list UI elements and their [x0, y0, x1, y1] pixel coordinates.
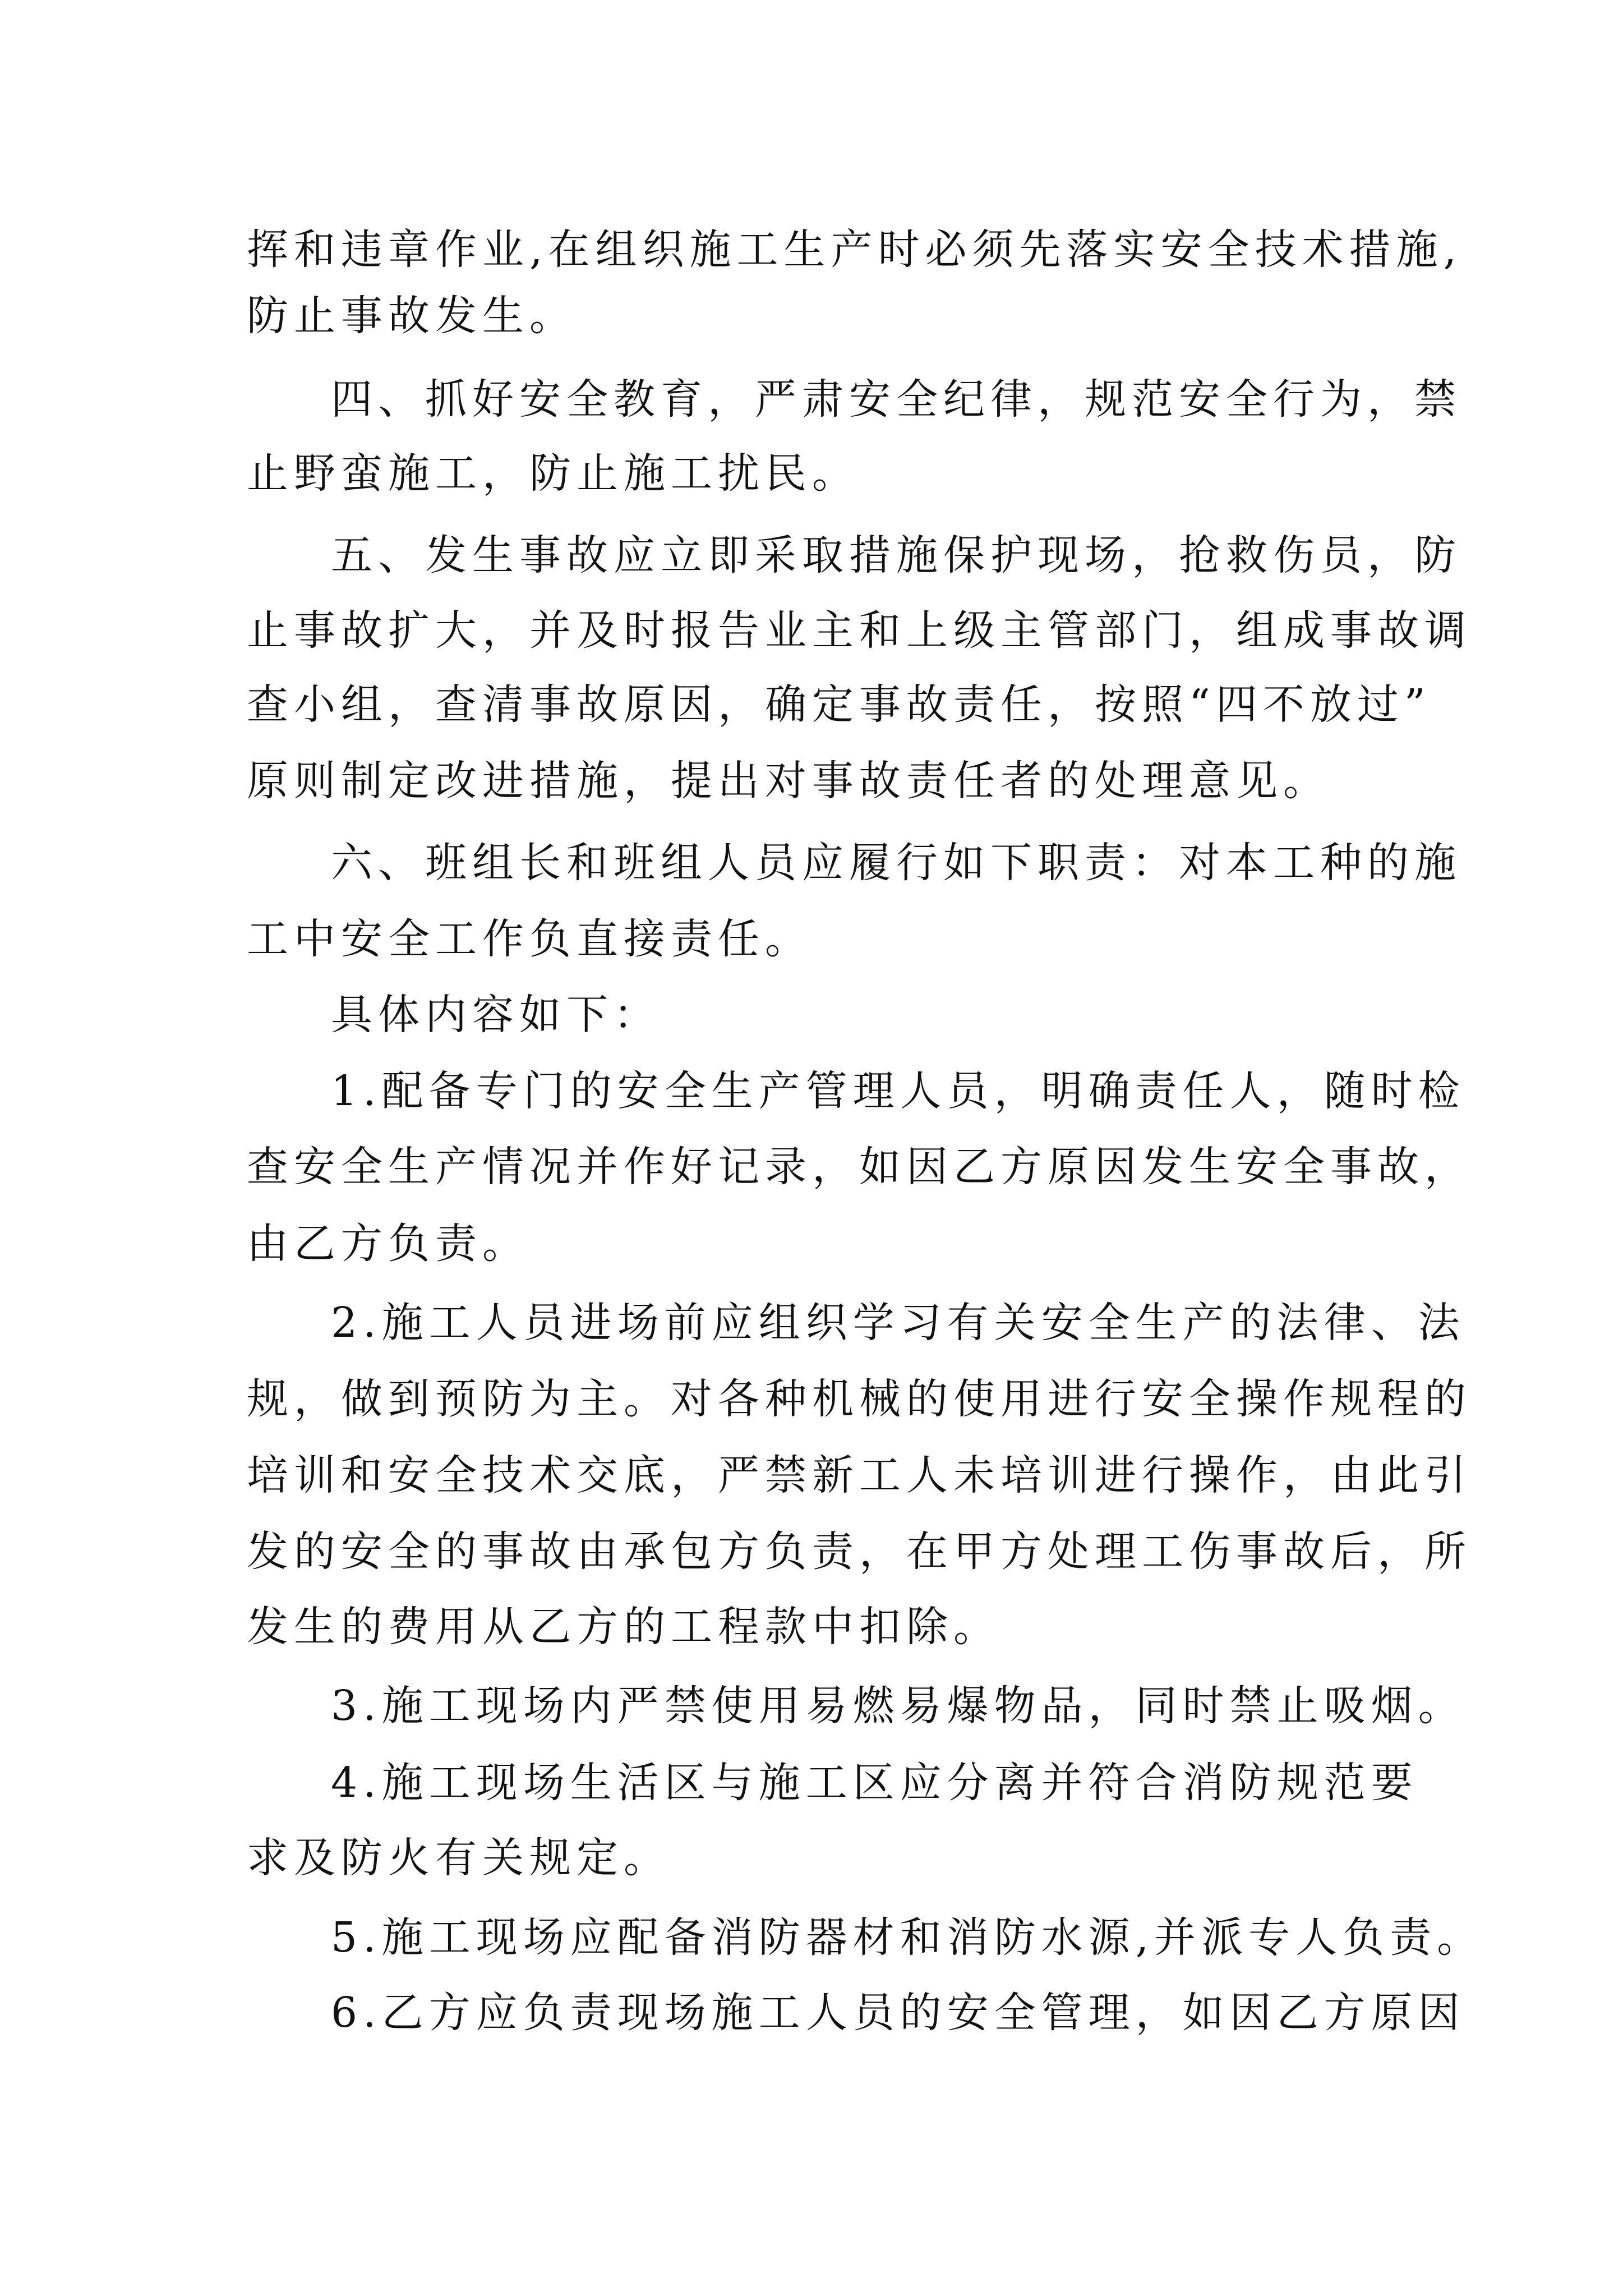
text-line: 3.施工现场内严禁使用易燃易爆物品，同时禁止吸烟。: [331, 1682, 1465, 1730]
text-line: 止野蛮施工，防止施工扰民。: [247, 449, 859, 498]
text-line: 六、班组长和班组人员应履行如下职责：对本工种的施: [331, 839, 1461, 887]
text-line: 原则制定改进措施，提出对事故责任者的处理意见。: [247, 757, 1330, 805]
text-line: 4.施工现场生活区与施工区应分离并符合消防规范要: [331, 1759, 1418, 1807]
text-line: 工中安全工作负直接责任。: [247, 915, 812, 963]
text-line: 防止事故发生。: [247, 292, 577, 340]
text-line: 5.施工现场应配备消防器材和消防水源,并派专人负责。: [331, 1913, 1484, 1962]
text-line: 2.施工人员进场前应组织学习有关安全生产的法律、法: [331, 1299, 1465, 1347]
text-line: 查安全生产情况并作好记录，如因乙方原因发生安全事故，: [247, 1143, 1472, 1191]
text-line: 6.乙方应负责现场施工人员的安全管理，如因乙方原因: [331, 1989, 1465, 2037]
text-line: 查小组，查清事故原因，确定事故责任，按照“四不放过”: [247, 680, 1431, 729]
text-line: 发生的费用从乙方的工程款中扣除。: [247, 1603, 1000, 1651]
text-line: 求及防火有关规定。: [247, 1834, 671, 1882]
text-line: 四、抓好安全教育，严肃安全纪律，规范安全行为，禁: [331, 375, 1461, 424]
text-line: 五、发生事故应立即采取措施保护现场，抢救伤员，防: [331, 531, 1461, 579]
text-line: 挥和违章作业,在组织施工生产时必须先落实安全技术措施,: [247, 226, 1463, 274]
text-line: 由乙方负责。: [247, 1220, 529, 1268]
text-line: 培训和安全技术交底，严禁新工人未培训进行操作，由此引: [247, 1451, 1472, 1499]
text-line: 止事故扩大，并及时报告业主和上级主管部门，组成事故调: [247, 606, 1472, 655]
text-line: 发的安全的事故由承包方负责，在甲方处理工伤事故后，所: [247, 1527, 1472, 1576]
text-line: 具体内容如下：: [331, 991, 661, 1039]
text-line: 1.配备专门的安全生产管理人员，明确责任人，随时检: [331, 1067, 1465, 1115]
text-line: 规，做到预防为主。对各种机械的使用进行安全操作规程的: [247, 1375, 1472, 1423]
